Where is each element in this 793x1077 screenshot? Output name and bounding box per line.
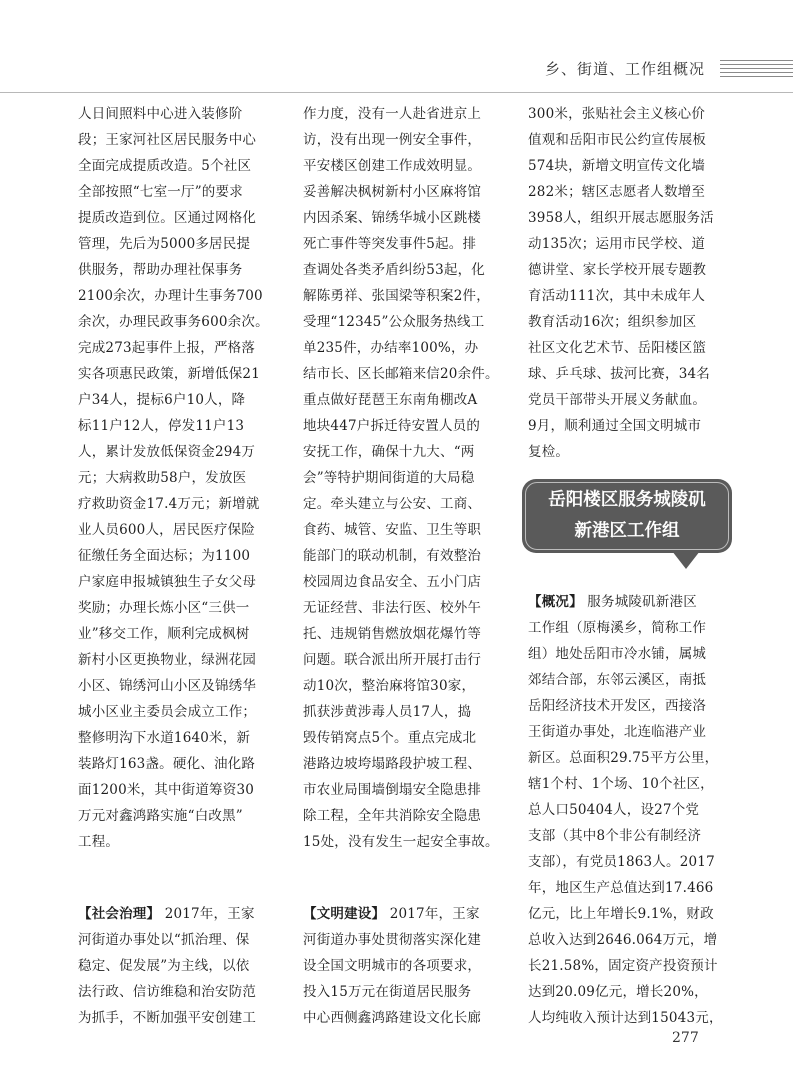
text-line: 574块，新增文明宣传文化墙 bbox=[528, 158, 706, 174]
text-line: 作力度，没有一人赴省进京上 bbox=[303, 106, 482, 122]
text-line: 岳阳经济技术开发区，西接洛 bbox=[528, 698, 707, 714]
text-line: 业”移交工作，顺利完成枫树 bbox=[78, 626, 250, 642]
text-line: 港路边坡垮塌路段护坡工程、 bbox=[303, 756, 482, 772]
text-line: 2017年，王家 bbox=[160, 906, 255, 922]
text-line: 郊结合部，东邻云溪区，南抵 bbox=[528, 672, 707, 688]
paragraph-gap bbox=[303, 855, 501, 901]
text-line: 城小区业主委员会成立工作； bbox=[78, 704, 257, 720]
text-line: 辖1个村、1个场、10个社区， bbox=[528, 776, 714, 792]
running-header-title: 乡、街道、工作组概况 bbox=[544, 60, 705, 78]
text-line: 妥善解决枫树新村小区麻将馆 bbox=[303, 184, 482, 200]
section-civilization-building bbox=[303, 901, 501, 927]
text-line: 德讲堂、家长学校开展专题教 bbox=[528, 262, 707, 278]
text-line: 市农业局围墙倒塌安全隐患排 bbox=[303, 782, 482, 798]
text-line: 总人口50404人，设27个党 bbox=[528, 802, 700, 818]
text-line: 受理“12345”公众服务热线工 bbox=[303, 314, 485, 330]
text-line: 新区。总面积29.75平方公里， bbox=[528, 750, 719, 766]
text-line: 解陈勇祥、张国梁等积案2件， bbox=[303, 288, 490, 304]
section-label-social-governance: 【社会治理】 bbox=[78, 906, 161, 922]
text-line: 提质改造到位。区通过网格化 bbox=[78, 210, 257, 226]
text-line: 单235件，办结率100%，办 bbox=[303, 340, 479, 356]
text-line: 工作组（原梅溪乡，简称工作 bbox=[528, 620, 707, 636]
text-line: 供服务，帮助办理社保事务 bbox=[78, 262, 243, 278]
text-line: 人均纯收入预计达到15043元， bbox=[528, 1010, 723, 1026]
text-line: 疗救助资金17.4万元；新增就 bbox=[78, 496, 260, 512]
text-line: 业人员600人，居民医疗保险 bbox=[78, 522, 256, 538]
text-line: 征缴任务全面达标；为1100 bbox=[78, 548, 251, 564]
text-line: 设全国文明城市的各项要求， bbox=[303, 958, 482, 974]
paragraph-gap bbox=[78, 855, 276, 901]
text-line: 支部），有党员1863人。2017 bbox=[528, 854, 715, 870]
text-column-1 bbox=[78, 101, 276, 1031]
text-line: 党员干部带头开展义务献血。 bbox=[528, 392, 707, 408]
text-line: 完成273起事件上报，严格落 bbox=[78, 340, 256, 356]
column-1-body bbox=[78, 101, 276, 855]
text-line: 河街道办事处贯彻落实深化建 bbox=[303, 932, 482, 948]
text-line: 校园周边食品安全、五小门店 bbox=[303, 574, 482, 590]
text-line: 面1200米，其中街道筹资30 bbox=[78, 782, 255, 798]
text-line: 稳定、促发展”为主线，以依 bbox=[78, 958, 250, 974]
column-2-body bbox=[303, 101, 501, 855]
text-line: 死亡事件等突发事件5起。排 bbox=[303, 236, 477, 252]
text-line: 2017年，王家 bbox=[385, 906, 480, 922]
text-line: 王街道办事处，北连临港产业 bbox=[528, 724, 707, 740]
section-social-governance bbox=[78, 901, 276, 927]
text-line: 组）地处岳阳市冷水铺，属城 bbox=[528, 646, 707, 662]
text-line: 年，地区生产总值达到17.466 bbox=[528, 880, 714, 896]
text-line: 地块447户拆迁待安置人员的 bbox=[303, 418, 481, 434]
text-line: 小区、锦绣河山小区及锦绣华 bbox=[78, 678, 257, 694]
header-stripe-decoration bbox=[720, 60, 793, 78]
text-line: 河街道办事处以“抓治理、保 bbox=[78, 932, 250, 948]
text-line: 支部（其中8个非公有制经济 bbox=[528, 828, 702, 844]
overview-body bbox=[528, 615, 726, 1031]
text-line: 平安楼区创建工作成效明显。 bbox=[303, 158, 482, 174]
text-line: 定。牵头建立与公安、工商、 bbox=[303, 496, 482, 512]
section-label-civilization-building: 【文明建设】 bbox=[303, 906, 386, 922]
text-line: 长21.58%，固定资产投资预计 bbox=[528, 958, 718, 974]
text-line: 投入15万元在街道居民服务 bbox=[303, 984, 472, 1000]
social-governance-body bbox=[78, 927, 276, 1031]
text-line: 食药、城管、安监、卫生等职 bbox=[303, 522, 482, 538]
callout-heading-line-2: 新港区工作组 bbox=[574, 521, 680, 541]
text-line: 户家庭申报城镇独生子女父母 bbox=[78, 574, 257, 590]
text-line: 能部门的联动机制，有效整治 bbox=[303, 548, 482, 564]
text-line: 3958人，组织开展志愿服务活 bbox=[528, 210, 714, 226]
page-header bbox=[0, 0, 793, 95]
text-line: 会”等特护期间街道的大局稳 bbox=[303, 470, 475, 486]
text-line: 亿元，比上年增长9.1%，财政 bbox=[528, 906, 714, 922]
text-line: 查调处各类矛盾纠纷53起，化 bbox=[303, 262, 485, 278]
callout-heading bbox=[522, 485, 732, 547]
text-line: 安抚工作，确保十九大、“两 bbox=[303, 444, 475, 460]
text-line: 球、乒乓球、拔河比赛，34名 bbox=[528, 366, 710, 382]
text-line: 达到20.09亿元，增长20%， bbox=[528, 984, 708, 1000]
text-line: 值观和岳阳市民公约宣传展板 bbox=[528, 132, 707, 148]
text-line: 动10次，整治麻将馆30家， bbox=[303, 678, 476, 694]
text-line: 动135次；运用市民学校、道 bbox=[528, 236, 706, 252]
text-line: 重点做好琵琶王东南角棚改A bbox=[303, 392, 478, 408]
text-line: 服务城陵矶新港区 bbox=[582, 594, 697, 610]
text-line: 内因杀案、锦绣华城小区跳楼 bbox=[303, 210, 482, 226]
text-line: 复检。 bbox=[528, 444, 570, 460]
text-line: 实各项惠民政策，新增低保21 bbox=[78, 366, 260, 382]
text-line: 无证经营、非法行医、校外午 bbox=[303, 600, 482, 616]
text-line: 社区文化艺术节、岳阳楼区篮 bbox=[528, 340, 707, 356]
text-line: 管理，先后为5000多居民提 bbox=[78, 236, 251, 252]
column-3-body bbox=[528, 101, 726, 465]
text-line: 300米，张贴社会主义核心价 bbox=[528, 106, 706, 122]
text-line: 结市长、区长邮箱来信20余件。 bbox=[303, 366, 499, 382]
text-line: 整修明沟下水道1640米，新 bbox=[78, 730, 251, 746]
text-line: 育活动111次，其中未成年人 bbox=[528, 288, 706, 304]
text-line: 户34人，提标6户10人，降 bbox=[78, 392, 246, 408]
callout-heading-line-1: 岳阳楼区服务城陵矶 bbox=[548, 490, 706, 510]
text-line: 法行政、信访维稳和治安防范 bbox=[78, 984, 257, 1000]
text-line: 全面完成提质改造。5个社区 bbox=[78, 158, 252, 174]
text-line: 全部按照“七室一厅”的要求 bbox=[78, 184, 243, 200]
text-line: 15处，没有发生一起安全事故。 bbox=[303, 834, 499, 850]
text-line: 装路灯163盏。硬化、油化路 bbox=[78, 756, 256, 772]
text-line: 访，没有出现一例安全事件， bbox=[303, 132, 482, 148]
text-line: 万元对鑫鸿路实施“白改黑” bbox=[78, 808, 243, 824]
text-line: 标11户12人，停发11户13 bbox=[78, 418, 245, 434]
text-column-2 bbox=[303, 101, 501, 1031]
text-line: 工程。 bbox=[78, 834, 120, 850]
text-line: 奖励；办理长炼小区“三供一 bbox=[78, 600, 250, 616]
callout-tail bbox=[672, 551, 700, 569]
text-line: 抓获涉黄涉毒人员17人，捣 bbox=[303, 704, 472, 720]
section-callout bbox=[522, 479, 732, 571]
text-line: 282米；辖区志愿者人数增至 bbox=[528, 184, 706, 200]
text-line: 9月，顺利通过全国文明城市 bbox=[528, 418, 702, 434]
text-line: 除工程，全年共消除安全隐患 bbox=[303, 808, 482, 824]
text-column-3 bbox=[528, 101, 726, 1031]
section-overview bbox=[528, 589, 726, 615]
text-line: 问题。联合派出所开展打击行 bbox=[303, 652, 482, 668]
text-line: 人日间照料中心进入装修阶 bbox=[78, 106, 243, 122]
text-line: 新村小区更换物业，绿洲花园 bbox=[78, 652, 257, 668]
header-divider bbox=[0, 92, 793, 93]
section-label-overview: 【概况】 bbox=[528, 594, 583, 610]
text-line: 为抓手，不断加强平安创建工 bbox=[78, 1010, 257, 1026]
text-line: 中心西侧鑫鸿路建设文化长廊 bbox=[303, 1010, 482, 1026]
text-line: 段；王家河社区居民服务中心 bbox=[78, 132, 257, 148]
text-line: 托、违规销售燃放烟花爆竹等 bbox=[303, 626, 482, 642]
text-line: 毁传销窝点5个。重点完成北 bbox=[303, 730, 477, 746]
text-line: 教育活动16次；组织参加区 bbox=[528, 314, 697, 330]
page-number: 277 bbox=[672, 1030, 699, 1046]
text-line: 总收入达到2646.064万元，增 bbox=[528, 932, 718, 948]
text-line: 元；大病救助58户，发放医 bbox=[78, 470, 247, 486]
text-line: 人，累计发放低保资金294万 bbox=[78, 444, 256, 460]
paragraph-gap bbox=[528, 571, 726, 589]
text-line: 2100余次，办理计生事务700 bbox=[78, 288, 263, 304]
civilization-building-body bbox=[303, 927, 501, 1031]
text-line: 余次，办理民政事务600余次。 bbox=[78, 314, 269, 330]
